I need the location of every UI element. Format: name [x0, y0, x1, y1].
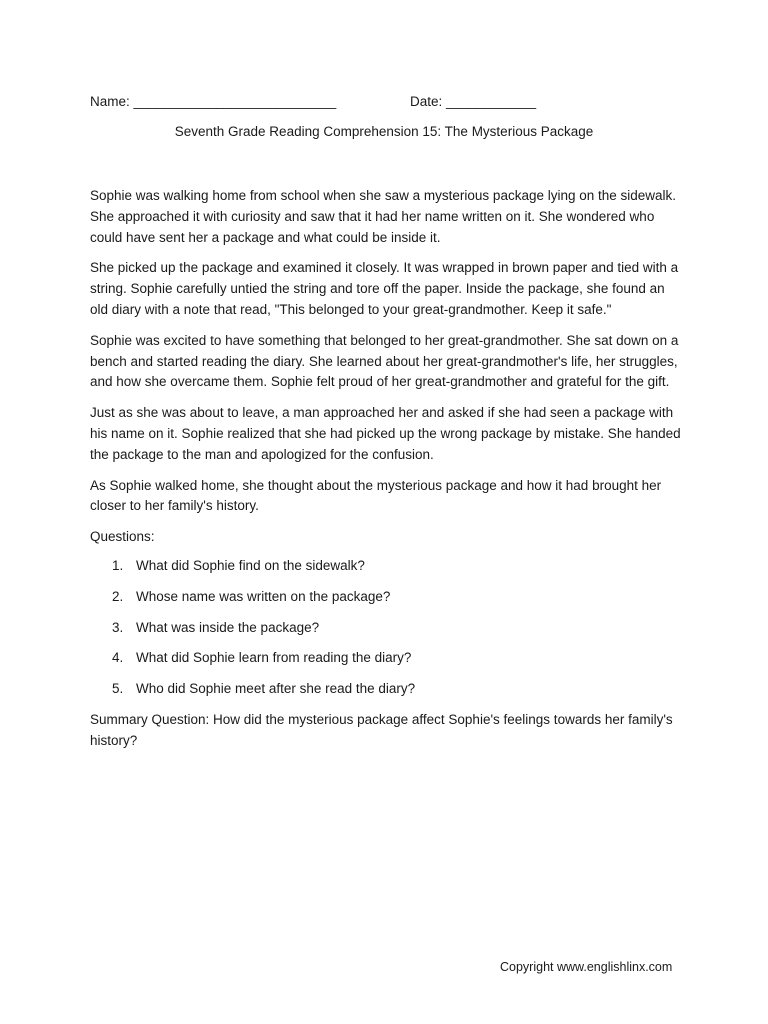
question-number: 3. — [112, 619, 124, 635]
date-field: Date: ____________ — [410, 94, 537, 109]
question-text: What did Sophie learn from reading the diary? — [136, 650, 412, 666]
question-number: 1. — [112, 557, 124, 573]
copyright-notice: Copyright www.englishlinx.com — [500, 960, 673, 974]
question-list — [90, 556, 685, 700]
questions-label: Questions: — [90, 529, 155, 545]
question-text: Who did Sophie meet after she read the diary? — [136, 681, 416, 697]
question-number: 4. — [112, 650, 124, 666]
question-number: 5. — [112, 681, 124, 697]
question-text: What did Sophie find on the sidewalk? — [136, 557, 365, 573]
question-item — [90, 556, 685, 577]
name-field: Name: ___________________________ — [90, 94, 337, 109]
question-item — [90, 679, 685, 700]
story-paragraph: Sophie was excited to have something that belonged to her great-grandmother. She sat down on a bench and started reading the diary. She learned about her great-grandmother's life, her struggles, and how she overcame them. Sophie felt proud of her great-grandmother and grateful for the gift. — [90, 332, 679, 390]
question-item — [90, 618, 685, 639]
story-paragraph: She picked up the package and examined it closely. It was wrapped in brown paper and tied with a string. Sophie carefully untied the string and tore off the paper. Inside the package, she found an old diary with a note that read, "This belonged to your great-grandmother. Keep it safe." — [90, 260, 679, 317]
question-number: 2. — [112, 588, 124, 604]
header-row — [90, 94, 680, 114]
story-paragraph: Sophie was walking home from school when she saw a mysterious package lying on the sidewalk. She approached it with curiosity and saw that it had her name written on it. She wondered who could have sent her a package and what could be inside it. — [90, 188, 677, 245]
question-text: Whose name was written on the package? — [136, 588, 391, 604]
worksheet-body — [90, 186, 685, 762]
story-paragraph: As Sophie walked home, she thought about the mysterious package and how it had brought her closer to her family's history. — [90, 477, 662, 514]
summary-question: Summary Question: How did the mysterious package affect Sophie's feelings towards her family's history? — [90, 711, 673, 748]
worksheet-title: Seventh Grade Reading Comprehension 15: The Mysterious Package — [174, 124, 594, 139]
question-item — [90, 648, 685, 669]
story-paragraph: Just as she was about to leave, a man approached her and asked if she had seen a package with his name on it. Sophie realized that she had picked up the wrong package by mistake. She handed the package to the man and apologized for the confusion. — [90, 405, 681, 462]
question-item — [90, 587, 685, 608]
question-text: What was inside the package? — [136, 619, 320, 635]
